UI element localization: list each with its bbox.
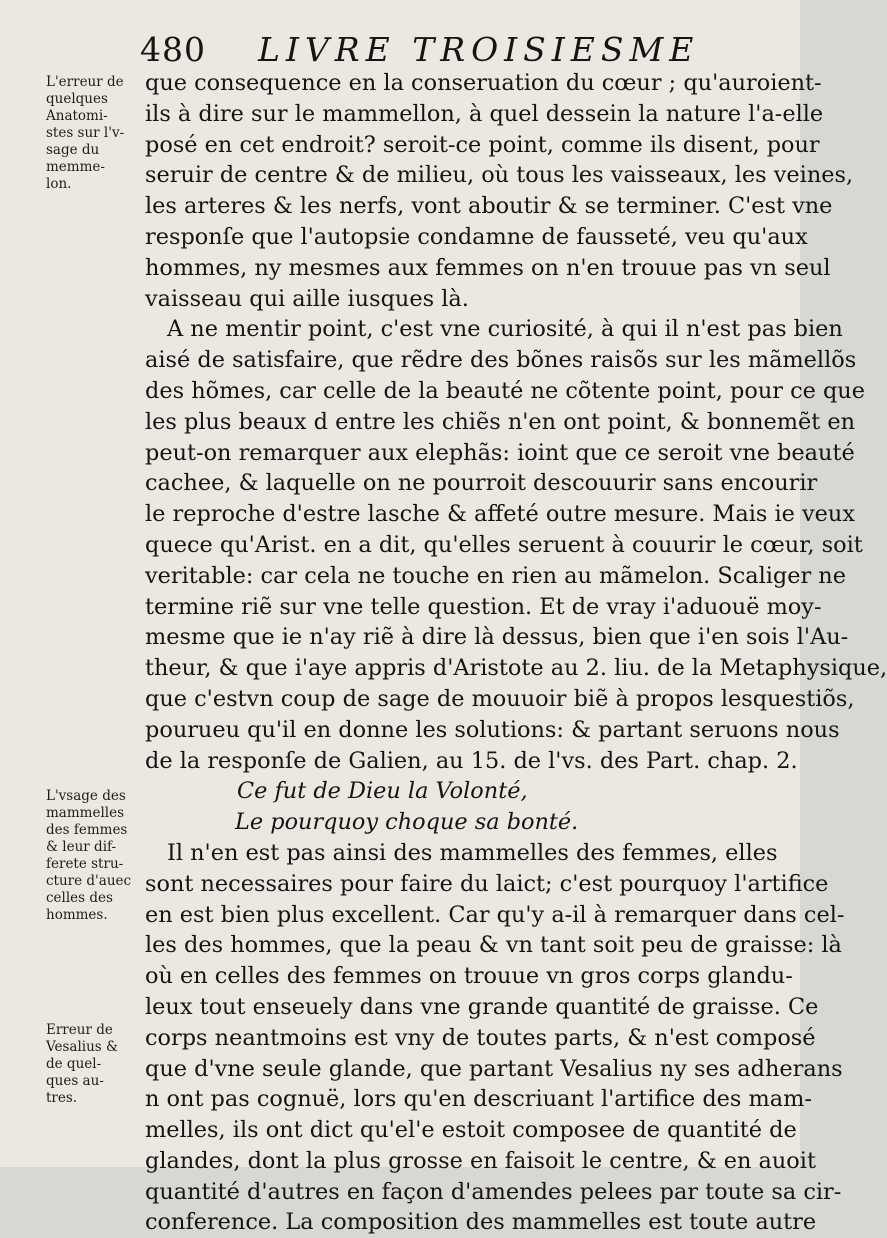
margin-note-line: de quel- bbox=[46, 1056, 102, 1072]
margin-note-line: & leur dif- bbox=[46, 839, 117, 855]
margin-note-line: ferete stru- bbox=[46, 856, 124, 872]
text-line: pourueu qu'il en donne les solutions: & partant seruons nous bbox=[145, 716, 840, 743]
running-title: LIVRE TROISIESME bbox=[258, 30, 700, 69]
text-line: seruir de centre & de milieu, où tous les vaisseaux, les veines, bbox=[145, 162, 854, 189]
text-line: n ont pas cognuë, lors qu'en descriuant l'artifice des mam- bbox=[145, 1086, 812, 1113]
margin-note-line: sage du bbox=[46, 142, 100, 158]
page-number: 480 bbox=[140, 30, 206, 69]
text-line: veritable: car cela ne touche en rien au mãmelon. Scaliger ne bbox=[145, 562, 846, 589]
text-line: que d'vne seule glande, que partant Vesalius ny ses adherans bbox=[145, 1055, 843, 1082]
margin-note-line: tres. bbox=[46, 1090, 78, 1106]
text-line: glandes, dont la plus grosse en faisoit le centre, & en auoit bbox=[145, 1147, 816, 1174]
margin-note-line: celles des bbox=[46, 890, 113, 906]
text-line: responſe que l'autopsie condamne de fausseté, veu qu'aux bbox=[145, 223, 808, 250]
text-line: hommes, ny mesmes aux femmes on n'en trouue pas vn seul bbox=[145, 254, 831, 281]
text-line: en est bien plus excellent. Car qu'y a-il à remarquer dans cel- bbox=[145, 901, 845, 928]
text-line: conference. La composition des mammelles est toute autre bbox=[145, 1209, 817, 1236]
text-line: les des hommes, que la peau & vn tant soit peu de graisse: là bbox=[145, 932, 842, 959]
margin-note-line: quelques bbox=[46, 91, 108, 107]
text-line: que consequence en la conseruation du cœur ; qu'auroient- bbox=[145, 70, 822, 96]
text-line: cachee, & laquelle on ne pourroit descouurir sans encourir bbox=[145, 470, 818, 497]
main-text bbox=[145, 68, 887, 1238]
paragraph-3 bbox=[145, 838, 845, 1238]
margin-note-line: L'erreur de bbox=[46, 74, 124, 90]
text-line: les plus beaux d entre les chiẽs n'en ont point, & bonnemẽt en bbox=[145, 408, 856, 435]
verse-line: Le pourquoy choque sa bonté. bbox=[235, 809, 579, 836]
margin-note-line: ques au- bbox=[46, 1073, 104, 1089]
margin-note-line: L'vsage des bbox=[46, 788, 126, 804]
verse bbox=[145, 776, 773, 838]
margin-note-line: Anatomi- bbox=[46, 108, 108, 124]
margin-note-line: lon. bbox=[46, 176, 72, 192]
text-line: où en celles des femmes on trouue vn gros corps glandu- bbox=[145, 963, 793, 990]
text-line: leux tout enseuely dans vne grande quantité de graisse. Ce bbox=[145, 993, 819, 1020]
text-line: le reproche d'estre lasche & affeté outre mesure. Mais ie veux bbox=[145, 501, 855, 528]
text-line: posé en cet endroit? seroit-ce point, comme ils disent, pour bbox=[145, 131, 820, 158]
text-line: ils à dire sur le mammellon, à quel dessein la nature l'a-elle bbox=[145, 100, 824, 127]
text-line: vaisseau qui aille iusques là. bbox=[145, 285, 469, 312]
margin-note-line: hommes. bbox=[46, 907, 108, 923]
text-line: sont necessaires pour faire du laict; c'est pourquoy l'artifice bbox=[145, 870, 829, 897]
margin-note-line: stes sur l'v- bbox=[46, 125, 125, 141]
text-line: quantité d'autres en façon d'amendes pelees par toute sa cir- bbox=[145, 1178, 842, 1205]
text-line: quece qu'Arist. en a dit, qu'elles seruent à couurir le cœur, soit bbox=[145, 531, 863, 558]
text-line: corps neantmoins est vny de toutes parts, & n'est composé bbox=[145, 1024, 816, 1051]
margin-note-2 bbox=[46, 788, 142, 924]
margin-note-1 bbox=[46, 74, 142, 193]
text-line: Il n'en est pas ainsi des mammelles des femmes, elles bbox=[167, 839, 778, 866]
text-line: A ne mentir point, c'est vne curiosité, à qui il n'est pas bien bbox=[167, 316, 843, 343]
margin-note-line: Vesalius & bbox=[46, 1039, 119, 1055]
text-line: que c'estvn coup de sage de mouuoir biẽ à propos lesquestiõs, bbox=[145, 685, 855, 712]
text-line: de la responſe de Galien, au 15. de l'vs. des Part. chap. 2. bbox=[145, 747, 798, 774]
text-line: mesme que ie n'ay riẽ à dire là dessus, bien que i'en sois l'Au- bbox=[145, 624, 849, 651]
margin-note-line: des femmes bbox=[46, 822, 128, 838]
margin-note-line: memme- bbox=[46, 159, 105, 175]
verse-line: Ce fut de Dieu la Volonté, bbox=[237, 778, 528, 805]
margin-note-line: mammelles bbox=[46, 805, 124, 821]
margin-note-line: Erreur de bbox=[46, 1022, 113, 1038]
paragraph-2 bbox=[145, 314, 887, 776]
text-line: des hõmes, car celle de la beauté ne cõtente point, pour ce que bbox=[145, 377, 865, 404]
text-line: theur, & que i'aye appris d'Aristote au 2. liu. de la Metaphysique, bbox=[145, 655, 887, 682]
text-line: aisé de satisfaire, que rẽdre des bõnes raisõs sur les mãmellõs bbox=[145, 347, 857, 374]
text-line: termine riẽ sur vne telle question. Et de vray i'aduouë moy- bbox=[145, 593, 822, 620]
margin-note-3 bbox=[46, 1022, 142, 1107]
margin-note-line: cture d'auec bbox=[46, 873, 132, 889]
text-line: melles, ils ont dict qu'el'e estoit composee de quantité de bbox=[145, 1117, 797, 1144]
paragraph-1 bbox=[145, 68, 854, 314]
text-line: les arteres & les nerfs, vont aboutir & se terminer. C'est vne bbox=[145, 193, 833, 220]
text-line: peut-on remarquer aux elephãs: ioint que ce seroit vne beauté bbox=[145, 439, 855, 466]
